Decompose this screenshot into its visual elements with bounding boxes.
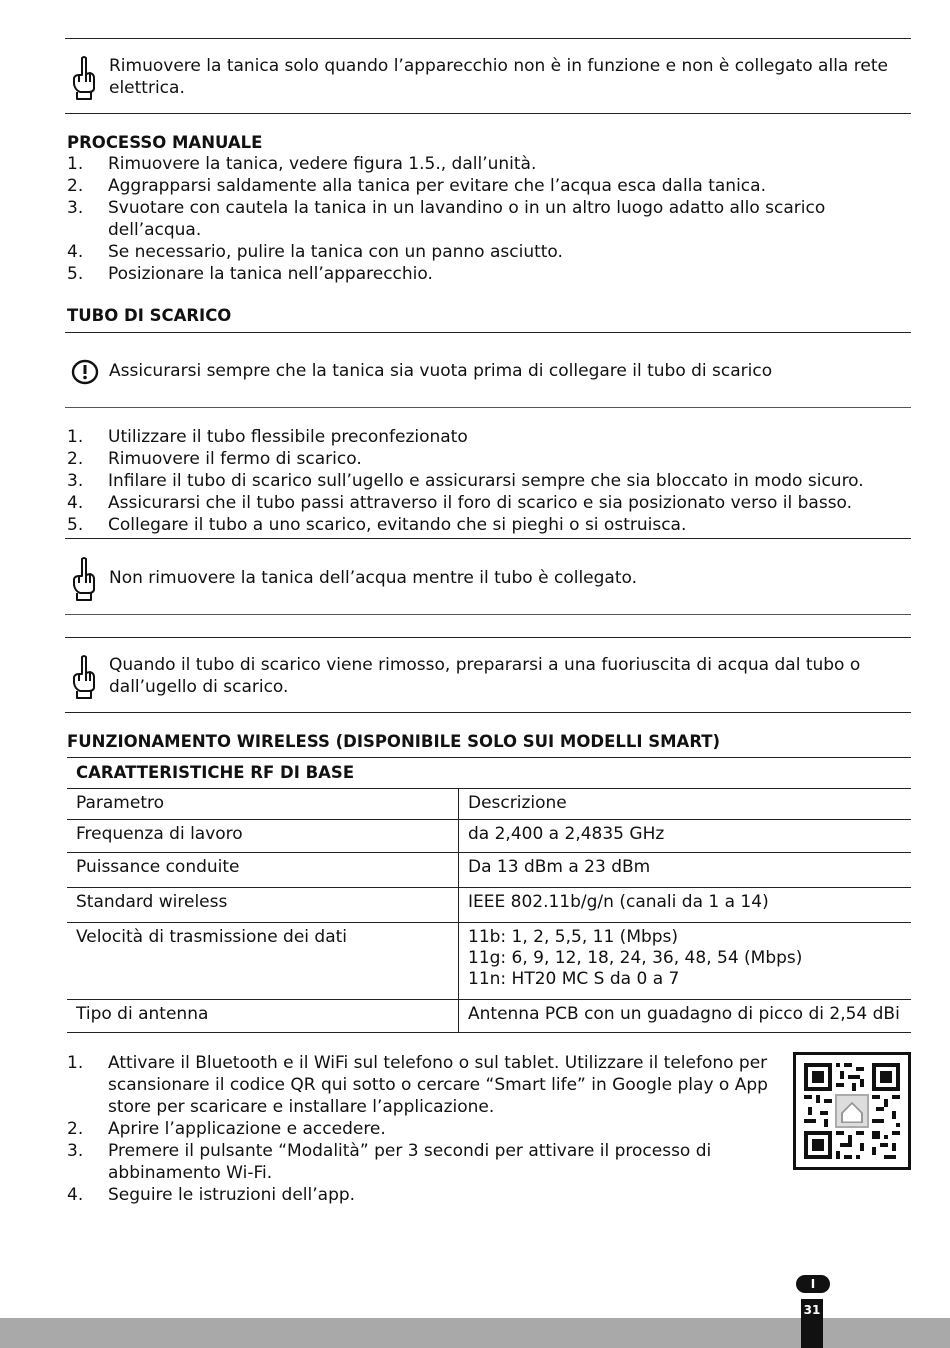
notice-text: Quando il tubo di scarico viene rimosso, prepararsi a una fuoriuscita di acqua dal tubo o dall’ugello di scarico. <box>109 655 861 697</box>
exclamation-circle-icon <box>71 359 99 390</box>
table-cell: Velocità di trasmissione dei dati <box>67 923 459 1000</box>
divider <box>65 113 911 114</box>
pointing-hand-icon <box>71 654 97 705</box>
page-number: 31 <box>801 1299 823 1348</box>
list-item: 1. Rimuovere la tanica, vedere figura 1.5., dall’unità. <box>67 154 537 174</box>
divider <box>65 332 911 333</box>
list-item: 1. Utilizzare il tubo flessibile preconfezionato <box>67 427 468 447</box>
warning-text: Assicurarsi sempre che la tanica sia vuota prima di collegare il tubo di scarico <box>109 361 773 381</box>
table-caption-row <box>67 758 911 789</box>
divider <box>65 38 911 39</box>
section-heading-drain: TUBO DI SCARICO <box>67 306 232 325</box>
divider <box>65 712 911 713</box>
list-item: 2. Aprire l’applicazione e accedere. <box>67 1119 386 1139</box>
table-row <box>67 820 911 853</box>
table-row <box>67 1000 911 1033</box>
wireless-steps <box>67 1052 785 1206</box>
table-cell: da 2,400 a 2,4835 GHz <box>459 820 912 853</box>
notice-text: Non rimuovere la tanica dell’acqua mentre il tubo è collegato. <box>109 568 638 588</box>
list-item: 2. Aggrapparsi saldamente alla tanica per evitare che l’acqua esca dalla tanica. <box>67 176 766 196</box>
list-item: 3. Infilare il tubo di scarico sull’ugello e assicurarsi sempre che sia bloccato in modo sicuro. <box>67 471 864 491</box>
list-item: 2. Rimuovere il fermo di scarico. <box>67 449 362 469</box>
manual-steps <box>67 153 827 285</box>
table-cell: Frequenza di lavoro <box>67 820 459 853</box>
divider <box>65 407 911 408</box>
table-cell: Standard wireless <box>67 888 459 923</box>
table-cell: IEEE 802.11b/g/n (canali da 1 a 14) <box>459 888 912 923</box>
divider <box>65 614 911 615</box>
table-cell: Antenna PCB con un guadagno di picco di 2,54 dBi <box>459 1000 912 1033</box>
list-item: 1. Attivare il Bluetooth e il WiFi sul telefono o sul tablet. Utilizzare il telefono per scansionare il codice QR qui sotto o cercare “Smart life” in Google play o App store per scaricare e installare l’applicazione. <box>67 1053 768 1117</box>
divider <box>65 538 911 539</box>
table-cell: Tipo di antenna <box>67 1000 459 1033</box>
table-cell: 11b: 1, 2, 5,5, 11 (Mbps) 11g: 6, 9, 12, 18, 24, 36, 48, 54 (Mbps) 11n: HT20 MC S da 0 a 7 <box>459 923 912 1000</box>
table-row <box>67 888 911 923</box>
list-item: 4. Se necessario, pulire la tanica con un panno asciutto. <box>67 242 563 262</box>
list-item: 5. Collegare il tubo a uno scarico, evitando che si pieghi o si ostruisca. <box>67 515 687 535</box>
drain-steps <box>67 426 867 536</box>
table-cell: Da 13 dBm a 23 dBm <box>459 853 912 888</box>
table-row <box>67 853 911 888</box>
list-item: 5. Posizionare la tanica nell’apparecchio. <box>67 264 433 284</box>
section-heading-wireless: FUNZIONAMENTO WIRELESS (DISPONIBILE SOLO SUI MODELLI SMART) <box>67 732 721 751</box>
table-cell: Puissance conduite <box>67 853 459 888</box>
qr-code-icon[interactable] <box>793 1052 911 1170</box>
notice-text: Rimuovere la tanica solo quando l’apparecchio non è in funzione e non è collegato alla rete elettrica. <box>109 56 888 98</box>
table-caption: CARATTERISTICHE RF DI BASE <box>67 758 911 789</box>
pointing-hand-icon <box>71 556 97 607</box>
pointing-hand-icon <box>71 55 97 106</box>
rf-characteristics-table <box>67 757 911 1033</box>
table-row <box>67 923 911 1000</box>
language-badge: I <box>796 1275 830 1293</box>
list-item: 4. Assicurarsi che il tubo passi attraverso il foro di scarico e sia posizionato verso il basso. <box>67 493 853 513</box>
list-item: 3. Svuotare con cautela la tanica in un lavandino o in un altro luogo adatto allo scarico dell’acqua. <box>67 198 826 240</box>
divider <box>65 637 911 638</box>
list-item: 3. Premere il pulsante “Modalità” per 3 secondi per attivare il processo di abbinamento Wi-Fi. <box>67 1141 712 1183</box>
list-item: 4. Seguire le istruzioni dell’app. <box>67 1185 356 1205</box>
column-header: Descrizione <box>459 789 912 820</box>
table-header-row <box>67 789 911 820</box>
column-header: Parametro <box>67 789 459 820</box>
section-heading-manual: PROCESSO MANUALE <box>67 133 263 152</box>
